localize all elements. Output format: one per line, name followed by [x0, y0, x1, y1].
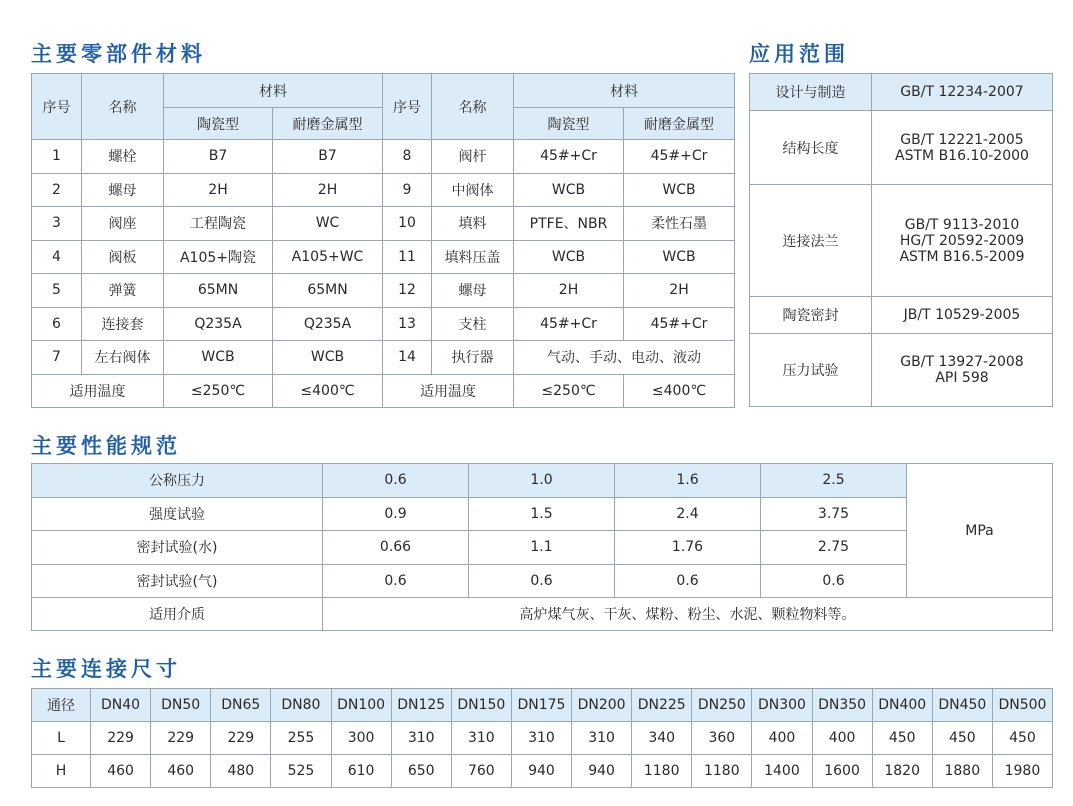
- dimension-value: 300: [331, 722, 391, 755]
- part-ceramic: 65MN: [164, 274, 273, 308]
- dimension-value: 460: [91, 755, 151, 788]
- medium-value: 高炉煤气灰、干灰、煤粉、粉尘、水泥、颗粒物料等。: [323, 598, 1053, 631]
- part-name: 阀座: [82, 207, 164, 241]
- part-ceramic: 45#+Cr: [514, 307, 624, 341]
- dimension-label: H: [32, 755, 91, 788]
- dimension-value: 310: [451, 722, 511, 755]
- part-metal: 45#+Cr: [624, 140, 735, 174]
- part-name: 阀杆: [432, 140, 514, 174]
- application-label: 连接法兰: [750, 185, 872, 297]
- size-header: DN125: [391, 689, 451, 722]
- performance-row: [32, 531, 1053, 565]
- standard-code: ASTM B16.10-2000: [895, 147, 1029, 164]
- size-header: DN150: [451, 689, 511, 722]
- dimension-value: 255: [271, 722, 331, 755]
- part-name: 左右阀体: [82, 341, 164, 375]
- dimension-value: 940: [511, 755, 571, 788]
- size-header: DN250: [692, 689, 752, 722]
- part-ceramic: A105+陶瓷: [164, 240, 273, 274]
- standard-code: API 598: [935, 370, 989, 386]
- dimension-value: 450: [932, 722, 992, 755]
- table-row: [32, 307, 735, 341]
- part-name: 连接套: [82, 307, 164, 341]
- dimension-value: 229: [91, 722, 151, 755]
- dimensions-table: [31, 688, 1053, 788]
- dimension-value: 525: [271, 755, 331, 788]
- dimensions-header-row: [32, 689, 1053, 722]
- header-material: 材料: [514, 74, 735, 108]
- dimension-value: 460: [151, 755, 211, 788]
- dimension-value: 1180: [632, 755, 692, 788]
- part-seq: 12: [383, 274, 432, 308]
- performance-row: [32, 497, 1053, 531]
- table-row: [32, 341, 735, 375]
- part-metal: B7: [273, 140, 383, 174]
- header-name: 名称: [432, 74, 514, 140]
- part-name: 支柱: [432, 307, 514, 341]
- size-header: DN40: [91, 689, 151, 722]
- part-ceramic: WCB: [514, 173, 624, 207]
- part-metal: WC: [273, 207, 383, 241]
- part-seq: 2: [32, 173, 82, 207]
- performance-table: [31, 463, 1053, 631]
- performance-value: 0.6: [323, 464, 469, 498]
- performance-label: 强度试验: [32, 497, 323, 531]
- part-name: 执行器: [432, 341, 514, 375]
- dimension-value: 310: [511, 722, 571, 755]
- part-ceramic: WCB: [514, 240, 624, 274]
- part-name: 阀板: [82, 240, 164, 274]
- part-seq: 8: [383, 140, 432, 174]
- dimension-value: 310: [391, 722, 451, 755]
- performance-value: 1.6: [615, 464, 761, 498]
- dimension-value: 310: [572, 722, 632, 755]
- dimension-value: 940: [572, 755, 632, 788]
- part-metal: 2H: [273, 173, 383, 207]
- performance-value: 0.6: [469, 564, 615, 598]
- temp-ceramic: ≤250℃: [164, 374, 273, 407]
- size-header: DN450: [932, 689, 992, 722]
- header-name: 名称: [82, 74, 164, 140]
- application-label: 压力试验: [750, 334, 872, 407]
- part-seq: 1: [32, 140, 82, 174]
- part-name: 填料压盖: [432, 240, 514, 274]
- application-standard: [872, 185, 1053, 297]
- part-metal: 45#+Cr: [624, 307, 735, 341]
- application-row: [750, 334, 1053, 407]
- part-name: 弹簧: [82, 274, 164, 308]
- part-metal: WCB: [624, 240, 735, 274]
- size-header: DN80: [271, 689, 331, 722]
- standard-code: GB/T 9113-2010: [904, 216, 1020, 233]
- materials-table: [31, 73, 735, 408]
- part-ceramic: 2H: [514, 274, 624, 308]
- part-seq: 6: [32, 307, 82, 341]
- performance-value: 0.66: [323, 531, 469, 565]
- dimension-value: 1980: [992, 755, 1052, 788]
- part-name: 中阀体: [432, 173, 514, 207]
- standard-code: HG/T 20592-2009: [899, 232, 1025, 249]
- part-seq: 4: [32, 240, 82, 274]
- application-standard: [872, 334, 1053, 407]
- dimension-value: 450: [872, 722, 932, 755]
- performance-value: 0.9: [323, 497, 469, 531]
- part-metal: 柔性石墨: [624, 207, 735, 241]
- dimensions-row: [32, 755, 1053, 788]
- temperature-row: [32, 374, 735, 407]
- part-seq: 11: [383, 240, 432, 274]
- application-standard: [872, 111, 1053, 185]
- header-material: 材料: [164, 74, 383, 108]
- part-seq: 7: [32, 341, 82, 375]
- performance-row: [32, 464, 1053, 498]
- table-row: [32, 173, 735, 207]
- temp-metal: ≤400℃: [624, 374, 735, 407]
- size-header: DN400: [872, 689, 932, 722]
- part-seq: 5: [32, 274, 82, 308]
- application-label: 设计与制造: [750, 74, 872, 111]
- unit-label: MPa: [907, 464, 1053, 598]
- dimensions-title: 主要连接尺寸: [31, 657, 181, 681]
- part-ceramic: Q235A: [164, 307, 273, 341]
- part-seq: 13: [383, 307, 432, 341]
- size-header-label: 通径: [32, 689, 91, 722]
- performance-label: 密封试验(气): [32, 564, 323, 598]
- part-ceramic: 45#+Cr: [514, 140, 624, 174]
- performance-value: 1.1: [469, 531, 615, 565]
- part-ceramic: 工程陶瓷: [164, 207, 273, 241]
- dimension-value: 1880: [932, 755, 992, 788]
- application-title: 应用范围: [749, 42, 849, 66]
- medium-row: [32, 598, 1053, 631]
- part-seq: 10: [383, 207, 432, 241]
- part-metal: 65MN: [273, 274, 383, 308]
- dimension-value: 760: [451, 755, 511, 788]
- standard-code: JB/T 10529-2005: [903, 307, 1021, 323]
- dimension-value: 340: [632, 722, 692, 755]
- table-row: [32, 140, 735, 174]
- header-metal: 耐磨金属型: [624, 108, 735, 140]
- standard-code: GB/T 13927-2008: [900, 354, 1024, 370]
- size-header: DN175: [511, 689, 571, 722]
- dimension-value: 480: [211, 755, 271, 788]
- performance-label: 公称压力: [32, 464, 323, 498]
- performance-value: 1.0: [469, 464, 615, 498]
- size-header: DN50: [151, 689, 211, 722]
- size-header: DN65: [211, 689, 271, 722]
- dimension-label: L: [32, 722, 91, 755]
- standard-code: GB/T 12234-2007: [900, 84, 1024, 100]
- part-ceramic: PTFE、NBR: [514, 207, 624, 241]
- application-label: 陶瓷密封: [750, 297, 872, 334]
- performance-value: 1.5: [469, 497, 615, 531]
- part-name: 螺栓: [82, 140, 164, 174]
- table-row: [32, 207, 735, 241]
- part-name: 螺母: [432, 274, 514, 308]
- part-name: 螺母: [82, 173, 164, 207]
- part-metal: 2H: [624, 274, 735, 308]
- performance-value: 2.5: [761, 464, 907, 498]
- header-seq: 序号: [383, 74, 432, 140]
- application-row: [750, 74, 1053, 111]
- dimension-value: 450: [992, 722, 1052, 755]
- dimension-value: 1820: [872, 755, 932, 788]
- header-seq: 序号: [32, 74, 82, 140]
- part-ceramic: 2H: [164, 173, 273, 207]
- dimension-value: 1400: [752, 755, 812, 788]
- size-header: DN225: [632, 689, 692, 722]
- standard-code: GB/T 12221-2005: [900, 131, 1024, 148]
- performance-value: 3.75: [761, 497, 907, 531]
- size-header: DN200: [572, 689, 632, 722]
- dimension-value: 610: [331, 755, 391, 788]
- application-standard: [872, 297, 1053, 334]
- materials-title: 主要零部件材料: [31, 42, 206, 66]
- size-header: DN300: [752, 689, 812, 722]
- performance-title: 主要性能规范: [31, 434, 181, 458]
- part-metal: WCB: [624, 173, 735, 207]
- part-ceramic: WCB: [164, 341, 273, 375]
- dimension-value: 650: [391, 755, 451, 788]
- dimension-value: 400: [812, 722, 872, 755]
- dimension-value: 400: [752, 722, 812, 755]
- dimension-value: 1600: [812, 755, 872, 788]
- table-row: [32, 274, 735, 308]
- dimension-value: 229: [211, 722, 271, 755]
- part-seq: 3: [32, 207, 82, 241]
- performance-value: 1.76: [615, 531, 761, 565]
- header-ceramic: 陶瓷型: [164, 108, 273, 140]
- dimension-value: 1180: [692, 755, 752, 788]
- part-metal: WCB: [273, 341, 383, 375]
- performance-value: 2.4: [615, 497, 761, 531]
- temp-ceramic: ≤250℃: [514, 374, 624, 407]
- part-metal: A105+WC: [273, 240, 383, 274]
- application-row: [750, 297, 1053, 334]
- application-label: 结构长度: [750, 111, 872, 185]
- header-metal: 耐磨金属型: [273, 108, 383, 140]
- part-ceramic: B7: [164, 140, 273, 174]
- temp-label: 适用温度: [32, 374, 164, 407]
- application-row: [750, 111, 1053, 185]
- part-actuator: 气动、手动、电动、液动: [514, 341, 735, 375]
- part-seq: 9: [383, 173, 432, 207]
- performance-value: 0.6: [615, 564, 761, 598]
- size-header: DN100: [331, 689, 391, 722]
- part-name: 填料: [432, 207, 514, 241]
- size-header: DN350: [812, 689, 872, 722]
- part-seq: 14: [383, 341, 432, 375]
- performance-value: 2.75: [761, 531, 907, 565]
- performance-row: [32, 564, 1053, 598]
- temp-label: 适用温度: [383, 374, 514, 407]
- performance-label: 密封试验(水): [32, 531, 323, 565]
- table-row: [32, 240, 735, 274]
- size-header: DN500: [992, 689, 1052, 722]
- dimensions-row: [32, 722, 1053, 755]
- dimension-value: 360: [692, 722, 752, 755]
- temp-metal: ≤400℃: [273, 374, 383, 407]
- performance-value: 0.6: [323, 564, 469, 598]
- medium-label: 适用介质: [32, 598, 323, 631]
- performance-value: 0.6: [761, 564, 907, 598]
- part-metal: Q235A: [273, 307, 383, 341]
- dimension-value: 229: [151, 722, 211, 755]
- application-row: [750, 185, 1053, 297]
- application-standard: [872, 74, 1053, 111]
- header-ceramic: 陶瓷型: [514, 108, 624, 140]
- application-table: [749, 73, 1053, 407]
- standard-code: ASTM B16.5-2009: [899, 248, 1025, 265]
